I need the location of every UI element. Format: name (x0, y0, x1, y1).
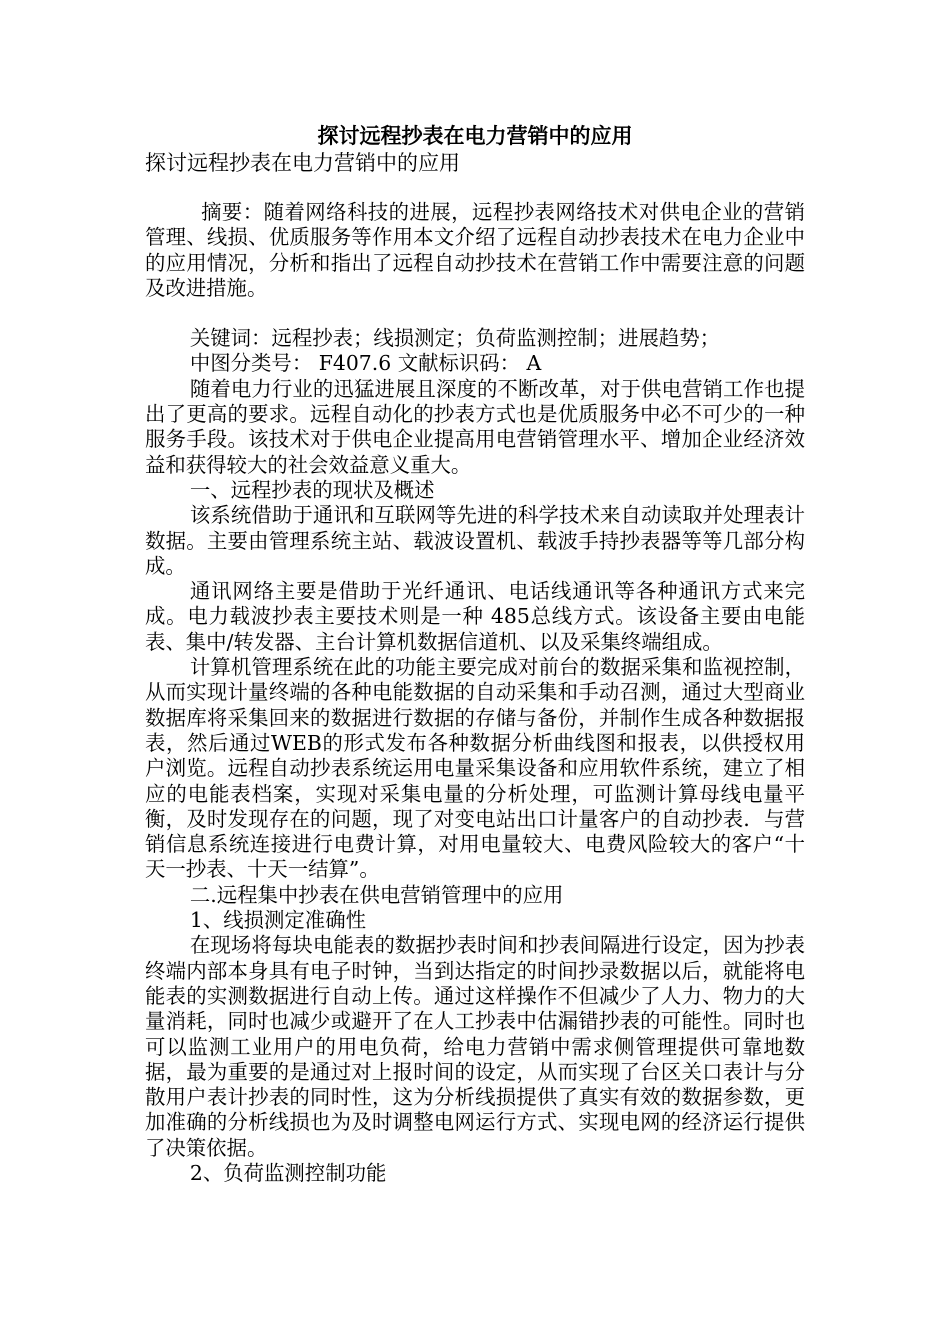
section-heading-1: 一、远程抄表的现状及概述 (189, 477, 435, 502)
document-title: 探讨远程抄表在电力营销中的应用 (317, 123, 633, 148)
body-paragraph: 该系统借助于通讯和互联网等先进的科学技术来自动读取并处理表计数据。主要由管理系统主站、载波设置机、载波手持抄表器等等几部分构成。 (145, 503, 805, 578)
subsection-heading-1: 1、线损测定准确性 (189, 908, 366, 933)
spacer (145, 301, 805, 326)
abstract-paragraph: 摘要：随着网络科技的进展，远程抄表网络技术对供电企业的营销管理、线损、优质服务等作用本文介绍了远程自动抄表技术在电力企业中的应用情况，分析和指出了远程自动抄技术在营销工作中需要注意的问题及改进措施。 (145, 200, 805, 300)
body-paragraph: 在现场将每块电能表的数据抄表时间和抄表间隔进行设定，因为抄表终端内部本身具有电子时钟，当到达指定的时间抄录数据以后，就能将电能表的实测数据进行自动上传。通过这样操作不但减少了人力、物力的大量消耗，同时也减少或避开了在人工抄表中估漏错抄表的可能性。同时也可以监测工业用户的用电负荷，给电力营销中需求侧管理提供可靠地数据，最为重要的是通过对上报时间的设定，从而实现了台区关口表计与分散用户表计抄表的同时性，这为分析线损提供了真实有效的数据参数，更加准确的分析线损也为及时调整电网运行方式、实现电网的经济运行提供了决策依据。 (145, 933, 805, 1160)
classification-line: 中图分类号： F407.6 文献标识码： A (189, 351, 542, 376)
body-paragraph: 随着电力行业的迅猛进展且深度的不断改革，对于供电营销工作也提出了更高的要求。远程自动化的抄表方式也是优质服务中必不可少的一种服务手段。该技术对于供电企业提高用电营销管理水平、增加企业经济效益和获得较大的社会效益意义重大。 (145, 376, 805, 477)
subsection-heading-2: 2、负荷监测控制功能 (189, 1160, 387, 1185)
document-subtitle: 探讨远程抄表在电力营销中的应用 (145, 151, 460, 175)
document-body (145, 200, 805, 1186)
keywords-line: 关键词：远程抄表；线损测定；负荷监测控制；进展趋势； (189, 326, 721, 351)
body-paragraph: 计算机管理系统在此的功能主要完成对前台的数据采集和监视控制，从而实现计量终端的各种电能数据的自动采集和手动召测，通过大型商业数据库将采集回来的数据进行数据的存储与备份，并制作生成各种数据报表，然后通过WEB的形式发布各种数据分析曲线图和报表，以供授权用户浏览。远程自动抄表系统运用电量采集设备和应用软件系统，建立了相应的电能表档案，实现对采集电量的分析处理，可监测计算母线电量平衡，及时发现存在的问题，现了对变电站出口计量客户的自动抄表．与营销信息系统连接进行电费计算，对用电量较大、电费风险较大的客户“十天一抄表、十天一结算”。 (145, 655, 805, 882)
body-paragraph: 通讯网络主要是借助于光纤通讯、电话线通讯等各种通讯方式来完成。电力载波抄表主要技术则是一种 485总线方式。该设备主要由电能表、集中/转发器、主台计算机数据信道机、以及采集终端组成。 (145, 579, 805, 654)
section-heading-2: 二.远程集中抄表在供电营销管理中的应用 (189, 882, 564, 907)
